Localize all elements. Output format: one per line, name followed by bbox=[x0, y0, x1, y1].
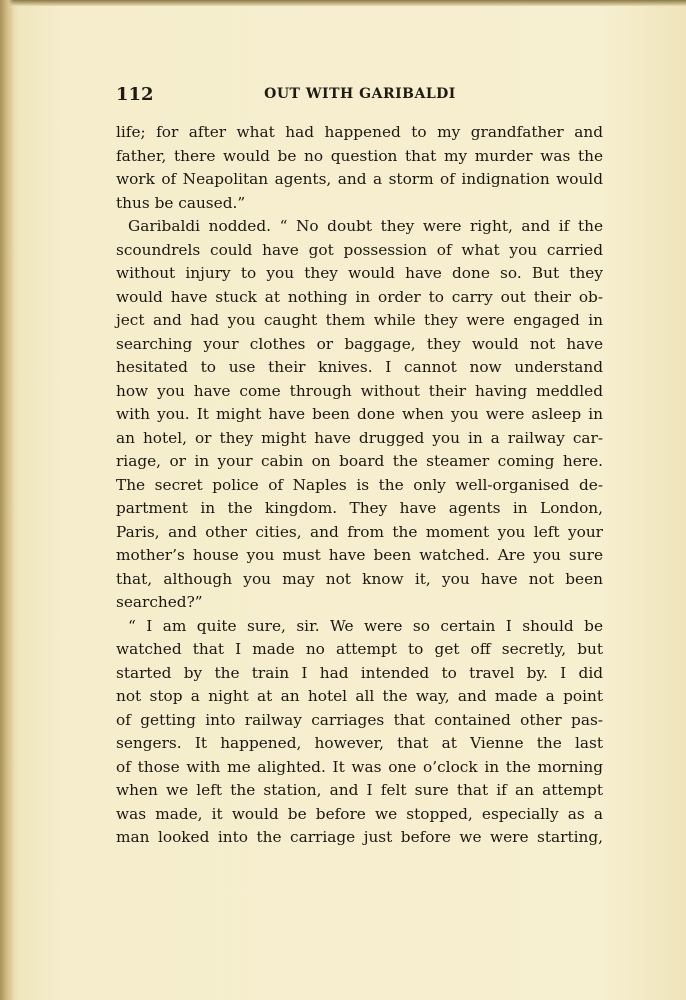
text-line: started by the train I had intended to travel by. I did bbox=[116, 663, 603, 682]
text-line: with you. It might have been done when you were asleep in bbox=[116, 405, 603, 423]
text-line: would have stuck at nothing in order to carry out their ob- bbox=[116, 287, 603, 306]
page-header bbox=[116, 84, 604, 108]
body-text bbox=[116, 121, 603, 850]
text-line: father, there would be no question that my murder was the bbox=[116, 146, 603, 165]
text-line: sengers. It happened, however, that at Vienne the last bbox=[116, 734, 603, 752]
text-line: life; for after what had happened to my grandfather and bbox=[116, 123, 603, 141]
text-line: how you have come through without their having meddled bbox=[116, 381, 603, 400]
text-line: searching your clothes or baggage, they would not have bbox=[116, 334, 603, 353]
text-line: riage, or in your cabin on board the steamer coming here. bbox=[116, 452, 603, 470]
text-line: was made, it would be before we stopped, especially as a bbox=[116, 804, 603, 823]
text-line: hesitated to use their knives. I cannot now understand bbox=[116, 358, 603, 376]
text-line: watched that I made no attempt to get off secretly, but bbox=[116, 640, 603, 658]
book-spine-shadow bbox=[0, 0, 14, 1000]
text-line: Garibaldi nodded. “ No doubt they were right, and if the bbox=[128, 217, 603, 235]
text-line: an hotel, or they might have drugged you in a railway car- bbox=[116, 428, 603, 447]
text-line: partment in the kingdom. They have agents in London, bbox=[116, 499, 603, 517]
page-top-edge bbox=[0, 0, 686, 6]
text-line: The secret police of Naples is the only well-organised de- bbox=[116, 475, 603, 494]
text-line: that, although you may not know it, you have not been bbox=[116, 569, 603, 588]
text-line: not stop a night at an hotel all the way, and made a point bbox=[116, 687, 603, 705]
text-line: of getting into railway carriages that contained other pas- bbox=[116, 710, 603, 729]
text-line: Paris, and other cities, and from the moment you left your bbox=[116, 522, 603, 541]
text-line: mother’s house you must have been watched. Are you sure bbox=[116, 546, 603, 564]
text-line: “ I am quite sure, sir. We were so certain I should be bbox=[128, 616, 603, 635]
text-line: searched?” bbox=[116, 593, 203, 611]
text-line: ject and had you caught them while they were engaged in bbox=[116, 311, 603, 329]
text-line: scoundrels could have got possession of what you carried bbox=[116, 240, 603, 259]
running-head: OUT WITH GARIBALDI bbox=[264, 86, 456, 102]
text-line: man looked into the carriage just before we were starting, bbox=[116, 828, 603, 846]
page-number: 112 bbox=[116, 84, 154, 105]
text-line: without injury to you they would have done so. But they bbox=[116, 264, 603, 282]
text-line: when we left the station, and I felt sure that if an attempt bbox=[116, 781, 603, 799]
text-line: thus be caused.” bbox=[116, 193, 246, 212]
text-line: work of Neapolitan agents, and a storm of indignation would bbox=[116, 170, 603, 188]
text-line: of those with me alighted. It was one o’clock in the morning bbox=[116, 757, 603, 776]
